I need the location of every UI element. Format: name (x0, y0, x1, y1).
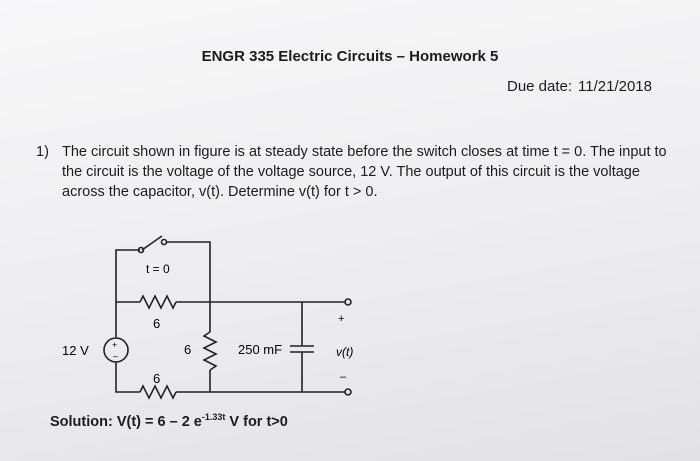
source-minus: – (113, 351, 119, 361)
output-terminal-bottom (345, 389, 351, 395)
page-title: ENGR 335 Electric Circuits – Homework 5 (201, 48, 499, 65)
resistor-middle (204, 332, 216, 370)
due-date-value: 11/21/2018 (578, 78, 652, 95)
resistor-bottom-label: 6 (153, 371, 161, 386)
resistor-middle-label: 6 (184, 342, 192, 357)
switch-blade (142, 236, 162, 250)
problem-1 (36, 142, 676, 202)
switch-wire-right (166, 242, 210, 302)
terminal-minus: – (340, 371, 347, 383)
solution-exponent: -1.33t (201, 412, 226, 422)
solution (50, 412, 288, 430)
switch-label: t = 0 (146, 262, 170, 276)
capacitor-label: 250 mF (238, 342, 283, 357)
solution-prefix: Solution: V(t) = 6 – 2 e (50, 413, 202, 430)
switch-contact-right (162, 240, 167, 245)
resistor-top (140, 296, 176, 308)
resistor-top-label: 6 (153, 316, 161, 331)
output-label: v(t) (336, 345, 354, 359)
output-terminal-top (345, 299, 351, 305)
problem-text: The circuit shown in figure is at steady state before the switch closes at time t = 0. The input to the circuit is the voltage of the voltage source, 12 V. The output of this circuit is the voltage across the capacitor, v(t). Determine v(t) for t > 0. (62, 144, 667, 200)
switch-contact-left (139, 248, 144, 253)
resistor-bottom (140, 386, 176, 398)
source-plus: + (112, 340, 118, 350)
solution-suffix: V for t>0 (225, 413, 288, 430)
switch-wire-left (116, 250, 140, 302)
due-date (507, 78, 652, 95)
circuit-diagram (40, 220, 370, 410)
problem-number: 1) (36, 144, 49, 160)
due-date-label: Due date: (506, 78, 573, 95)
terminal-plus: + (338, 313, 345, 325)
source-label: 12 V (62, 343, 89, 358)
